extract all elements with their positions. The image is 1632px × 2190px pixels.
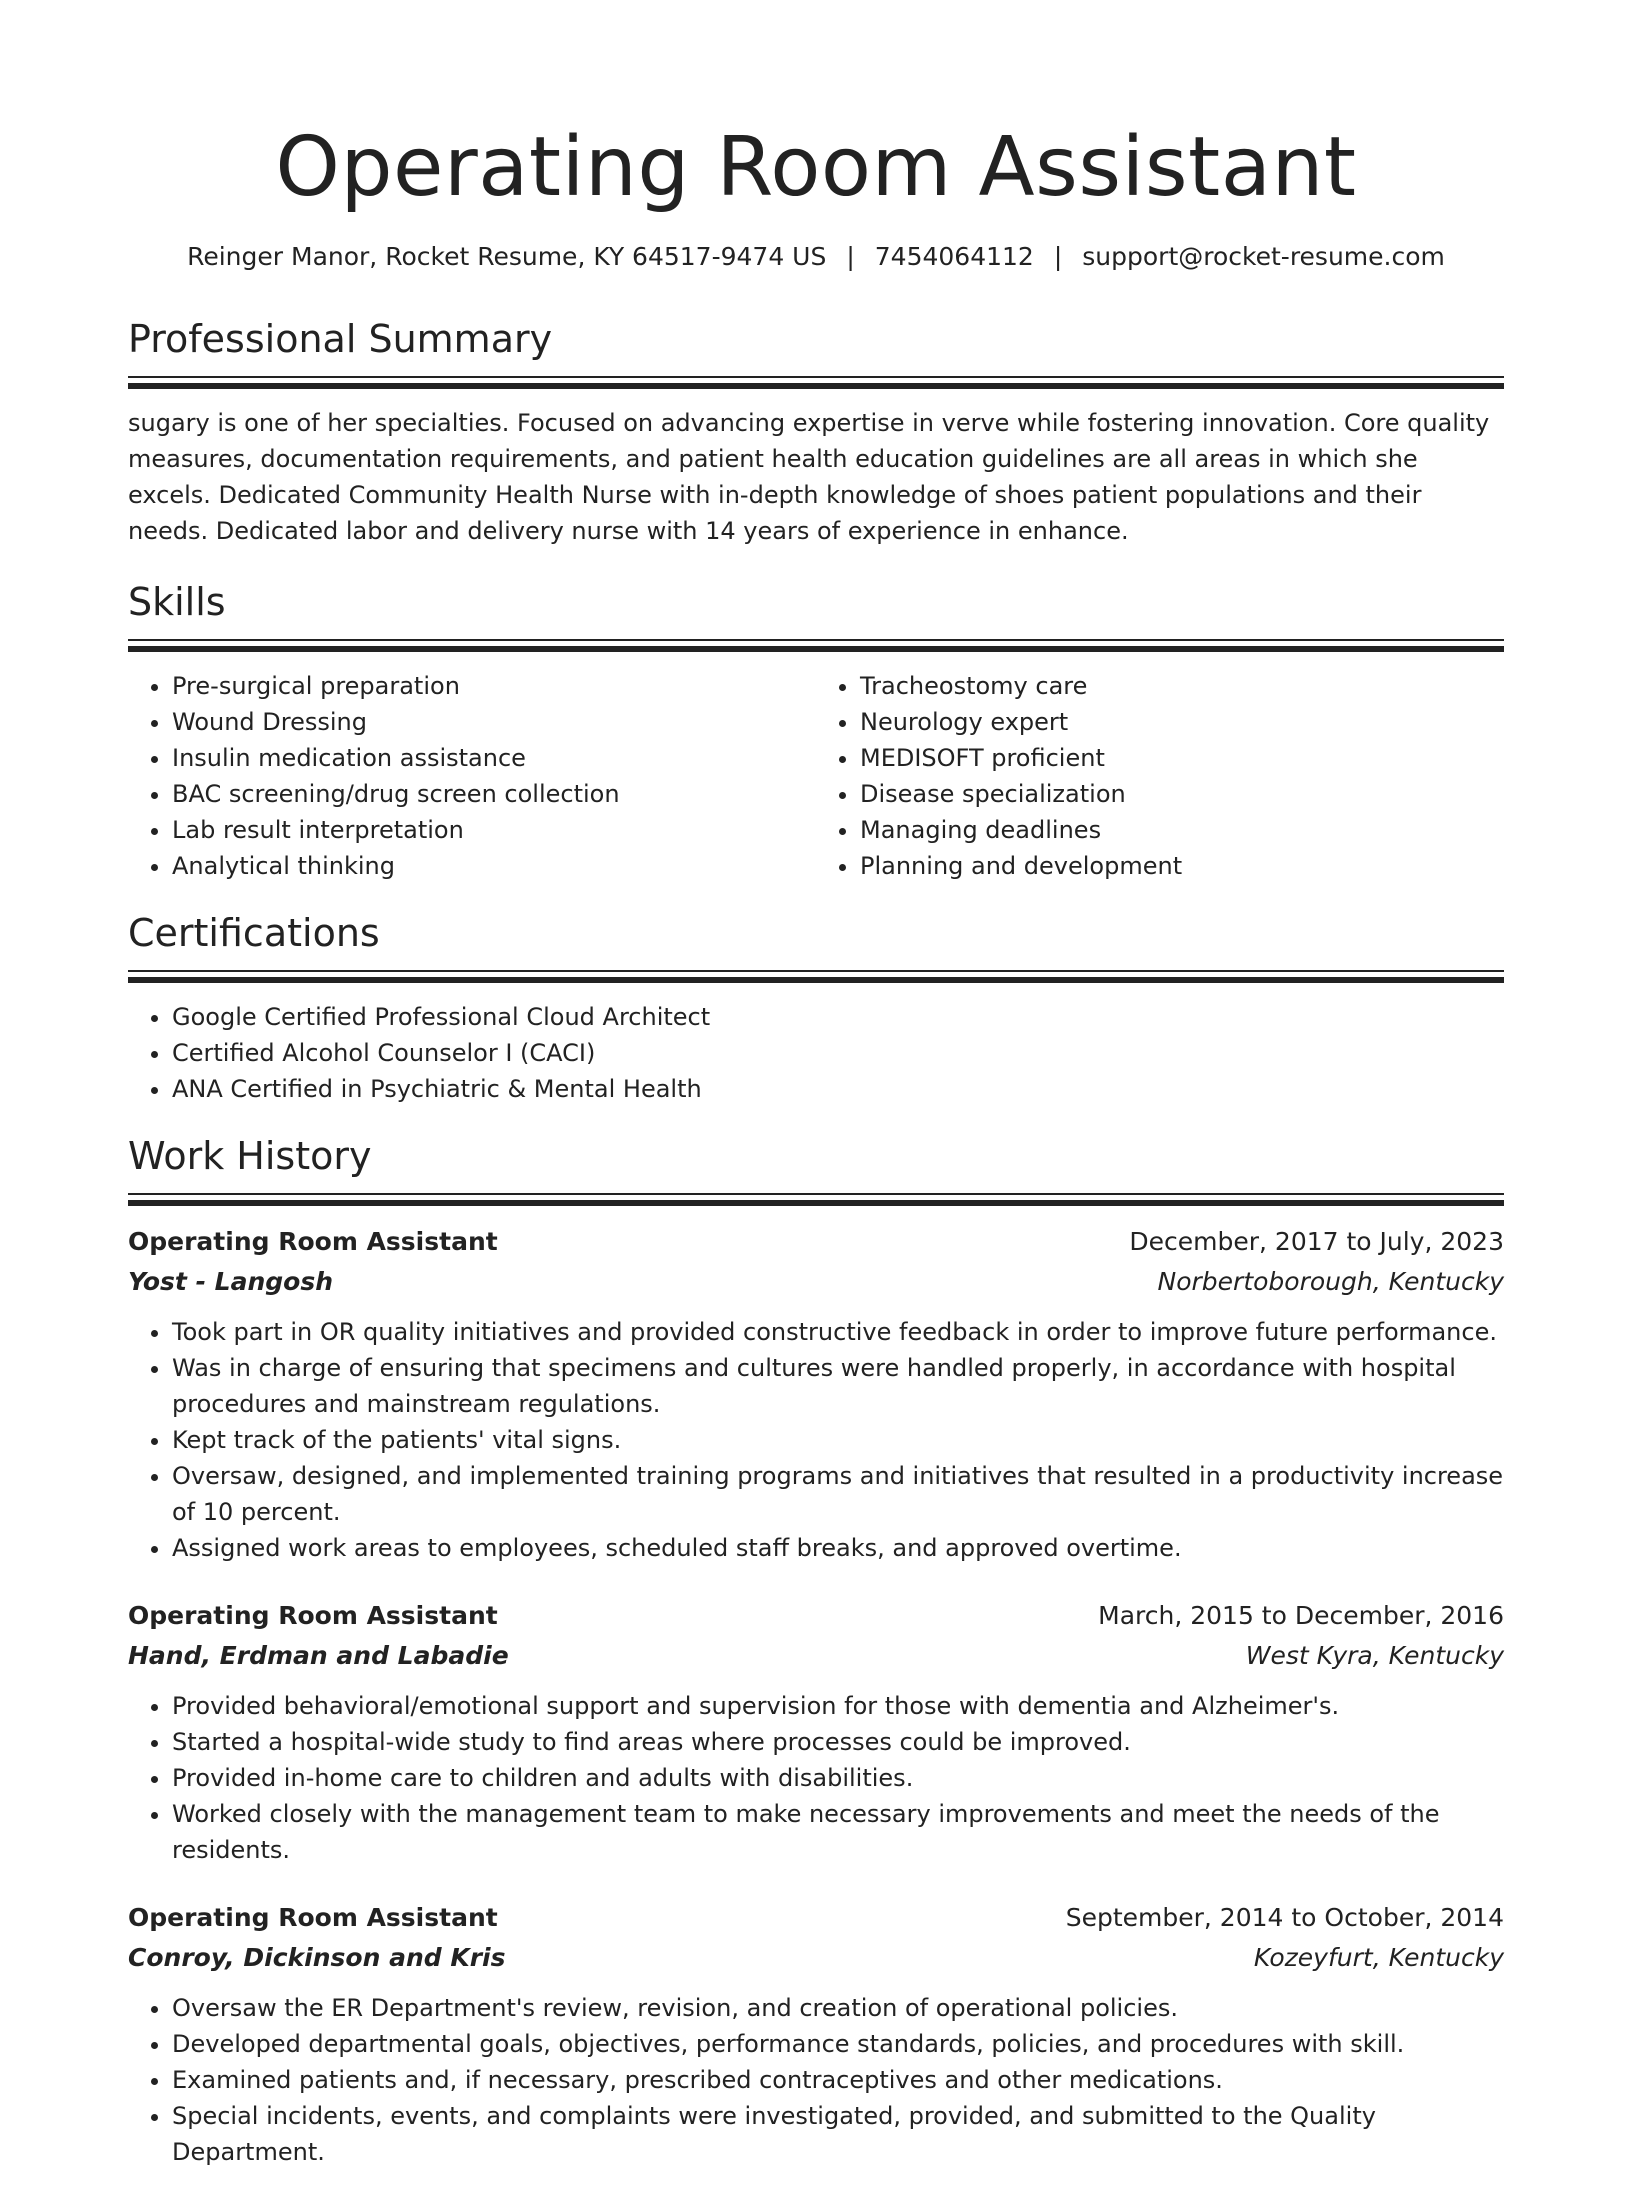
job-location: Kozeyfurt, Kentucky — [1253, 1943, 1504, 1972]
section-divider — [128, 970, 1504, 972]
section-divider — [128, 1193, 1504, 1195]
job-bullet: • Assigned work areas to employees, scheduled staff breaks, and approved overtime. — [172, 1530, 1504, 1566]
job-title: Operating Room Assistant — [128, 1903, 498, 1932]
job-bullets — [128, 1990, 1504, 2170]
skills-list-right — [816, 668, 1504, 884]
summary-text: sugary is one of her specialties. Focused on advancing expertise in verve while fostering innovation. Core quality measures, documentation requirements, and patient health education guidelines are all areas in which she excels. Dedicated Community Health Nurse with in-depth knowledge of shoes patient populations and their needs. Dedicated labor and delivery nurse with 14 years of experience in enhance. — [128, 409, 1490, 545]
skill-item: • MEDISOFT proficient — [860, 740, 1504, 776]
skill-item: • Neurology expert — [860, 704, 1504, 740]
job-bullet: • Oversaw, designed, and implemented training programs and initiatives that resulted in a productivity increase of 10 percent. — [172, 1458, 1504, 1530]
job-bullet: • Examined patients and, if necessary, prescribed contraceptives and other medications. — [172, 2062, 1504, 2098]
job-bullet: • Provided in-home care to children and adults with disabilities. — [172, 1760, 1504, 1796]
job-title: Operating Room Assistant — [128, 1227, 498, 1256]
section-divider-thick — [128, 1200, 1504, 1206]
job-bullets — [128, 1688, 1504, 1868]
job-dates: March, 2015 to December, 2016 — [1098, 1601, 1504, 1630]
job-subheader — [128, 1262, 1504, 1302]
job-bullet: • Developed departmental goals, objectives, performance standards, policies, and procedures with skill. — [172, 2026, 1504, 2062]
job-location: West Kyra, Kentucky — [1245, 1641, 1504, 1670]
skills-section — [128, 577, 1504, 884]
certification-item: • Google Certified Professional Cloud Architect — [172, 999, 1504, 1035]
skill-item: • Lab result interpretation — [172, 812, 816, 848]
skills-columns — [128, 668, 1504, 884]
skill-item: • Analytical thinking — [172, 848, 816, 884]
certification-item: • ANA Certified in Psychiatric & Mental Health — [172, 1071, 1504, 1107]
work-history-section — [128, 1131, 1504, 2170]
section-title-summary: Professional Summary — [128, 317, 553, 361]
contact-phone: 7454064112 — [874, 242, 1034, 271]
job-bullets — [128, 1314, 1504, 1566]
skill-item: • Pre-surgical preparation — [172, 668, 816, 704]
section-divider-thick — [128, 646, 1504, 652]
job-entry — [128, 1222, 1504, 1566]
job-dates: September, 2014 to October, 2014 — [1065, 1903, 1504, 1932]
job-bullet: • Provided behavioral/emotional support and supervision for those with dementia and Alzheimer's. — [172, 1688, 1504, 1724]
job-location: Norbertoborough, Kentucky — [1157, 1267, 1504, 1296]
job-bullet: • Was in charge of ensuring that specimens and cultures were handled properly, in accordance with hospital procedures and mainstream regulations. — [172, 1350, 1504, 1422]
contact-address: Reinger Manor, Rocket Resume, KY 64517-9474 US — [187, 242, 827, 271]
certifications-section — [128, 908, 1504, 1107]
job-bullet: • Worked closely with the management team to make necessary improvements and meet the needs of the residents. — [172, 1796, 1504, 1868]
contact-line — [0, 240, 1632, 274]
job-subheader — [128, 1938, 1504, 1978]
job-bullet: • Kept track of the patients' vital signs. — [172, 1422, 1504, 1458]
skill-item: • Tracheostomy care — [860, 668, 1504, 704]
certification-item: • Certified Alcohol Counselor I (CACI) — [172, 1035, 1504, 1071]
section-title-skills: Skills — [128, 580, 226, 624]
job-title: Operating Room Assistant — [128, 1601, 498, 1630]
job-bullet: • Started a hospital-wide study to find areas where processes could be improved. — [172, 1724, 1504, 1760]
skill-item: • BAC screening/drug screen collection — [172, 776, 816, 812]
skill-item: • Managing deadlines — [860, 812, 1504, 848]
job-dates: December, 2017 to July, 2023 — [1129, 1227, 1504, 1256]
job-bullet: • Special incidents, events, and complaints were investigated, provided, and submitted to the Quality Department. — [172, 2098, 1504, 2170]
certifications-list — [128, 999, 1504, 1107]
job-entry — [128, 1596, 1504, 1868]
job-header — [128, 1222, 1504, 1262]
section-title-work-history: Work History — [128, 1134, 372, 1178]
skills-list-left — [128, 668, 816, 884]
job-entry — [128, 1898, 1504, 2170]
contact-separator: | — [1053, 242, 1063, 271]
resume-content — [128, 314, 1504, 2190]
contact-email: support@rocket-resume.com — [1082, 242, 1445, 271]
job-company: Hand, Erdman and Labadie — [128, 1641, 509, 1670]
job-bullet: • Oversaw the ER Department's review, revision, and creation of operational policies. — [172, 1990, 1504, 2026]
section-divider — [128, 376, 1504, 378]
skill-item: • Insulin medication assistance — [172, 740, 816, 776]
contact-separator: | — [846, 242, 855, 271]
section-divider — [128, 639, 1504, 641]
section-title-certifications: Certifications — [128, 911, 380, 955]
section-divider-thick — [128, 977, 1504, 983]
job-header — [128, 1596, 1504, 1636]
skill-item: • Disease specialization — [860, 776, 1504, 812]
job-subheader — [128, 1636, 1504, 1676]
job-header — [128, 1898, 1504, 1938]
skill-item: • Planning and development — [860, 848, 1504, 884]
job-bullet: • Took part in OR quality initiatives and provided constructive feedback in order to improve future performance. — [172, 1314, 1504, 1350]
job-company: Yost - Langosh — [128, 1267, 334, 1296]
resume-title: Operating Room Assistant — [275, 120, 1357, 215]
summary-section — [128, 314, 1504, 549]
section-divider-thick — [128, 383, 1504, 389]
job-company: Conroy, Dickinson and Kris — [128, 1943, 506, 1972]
skill-item: • Wound Dressing — [172, 704, 816, 740]
